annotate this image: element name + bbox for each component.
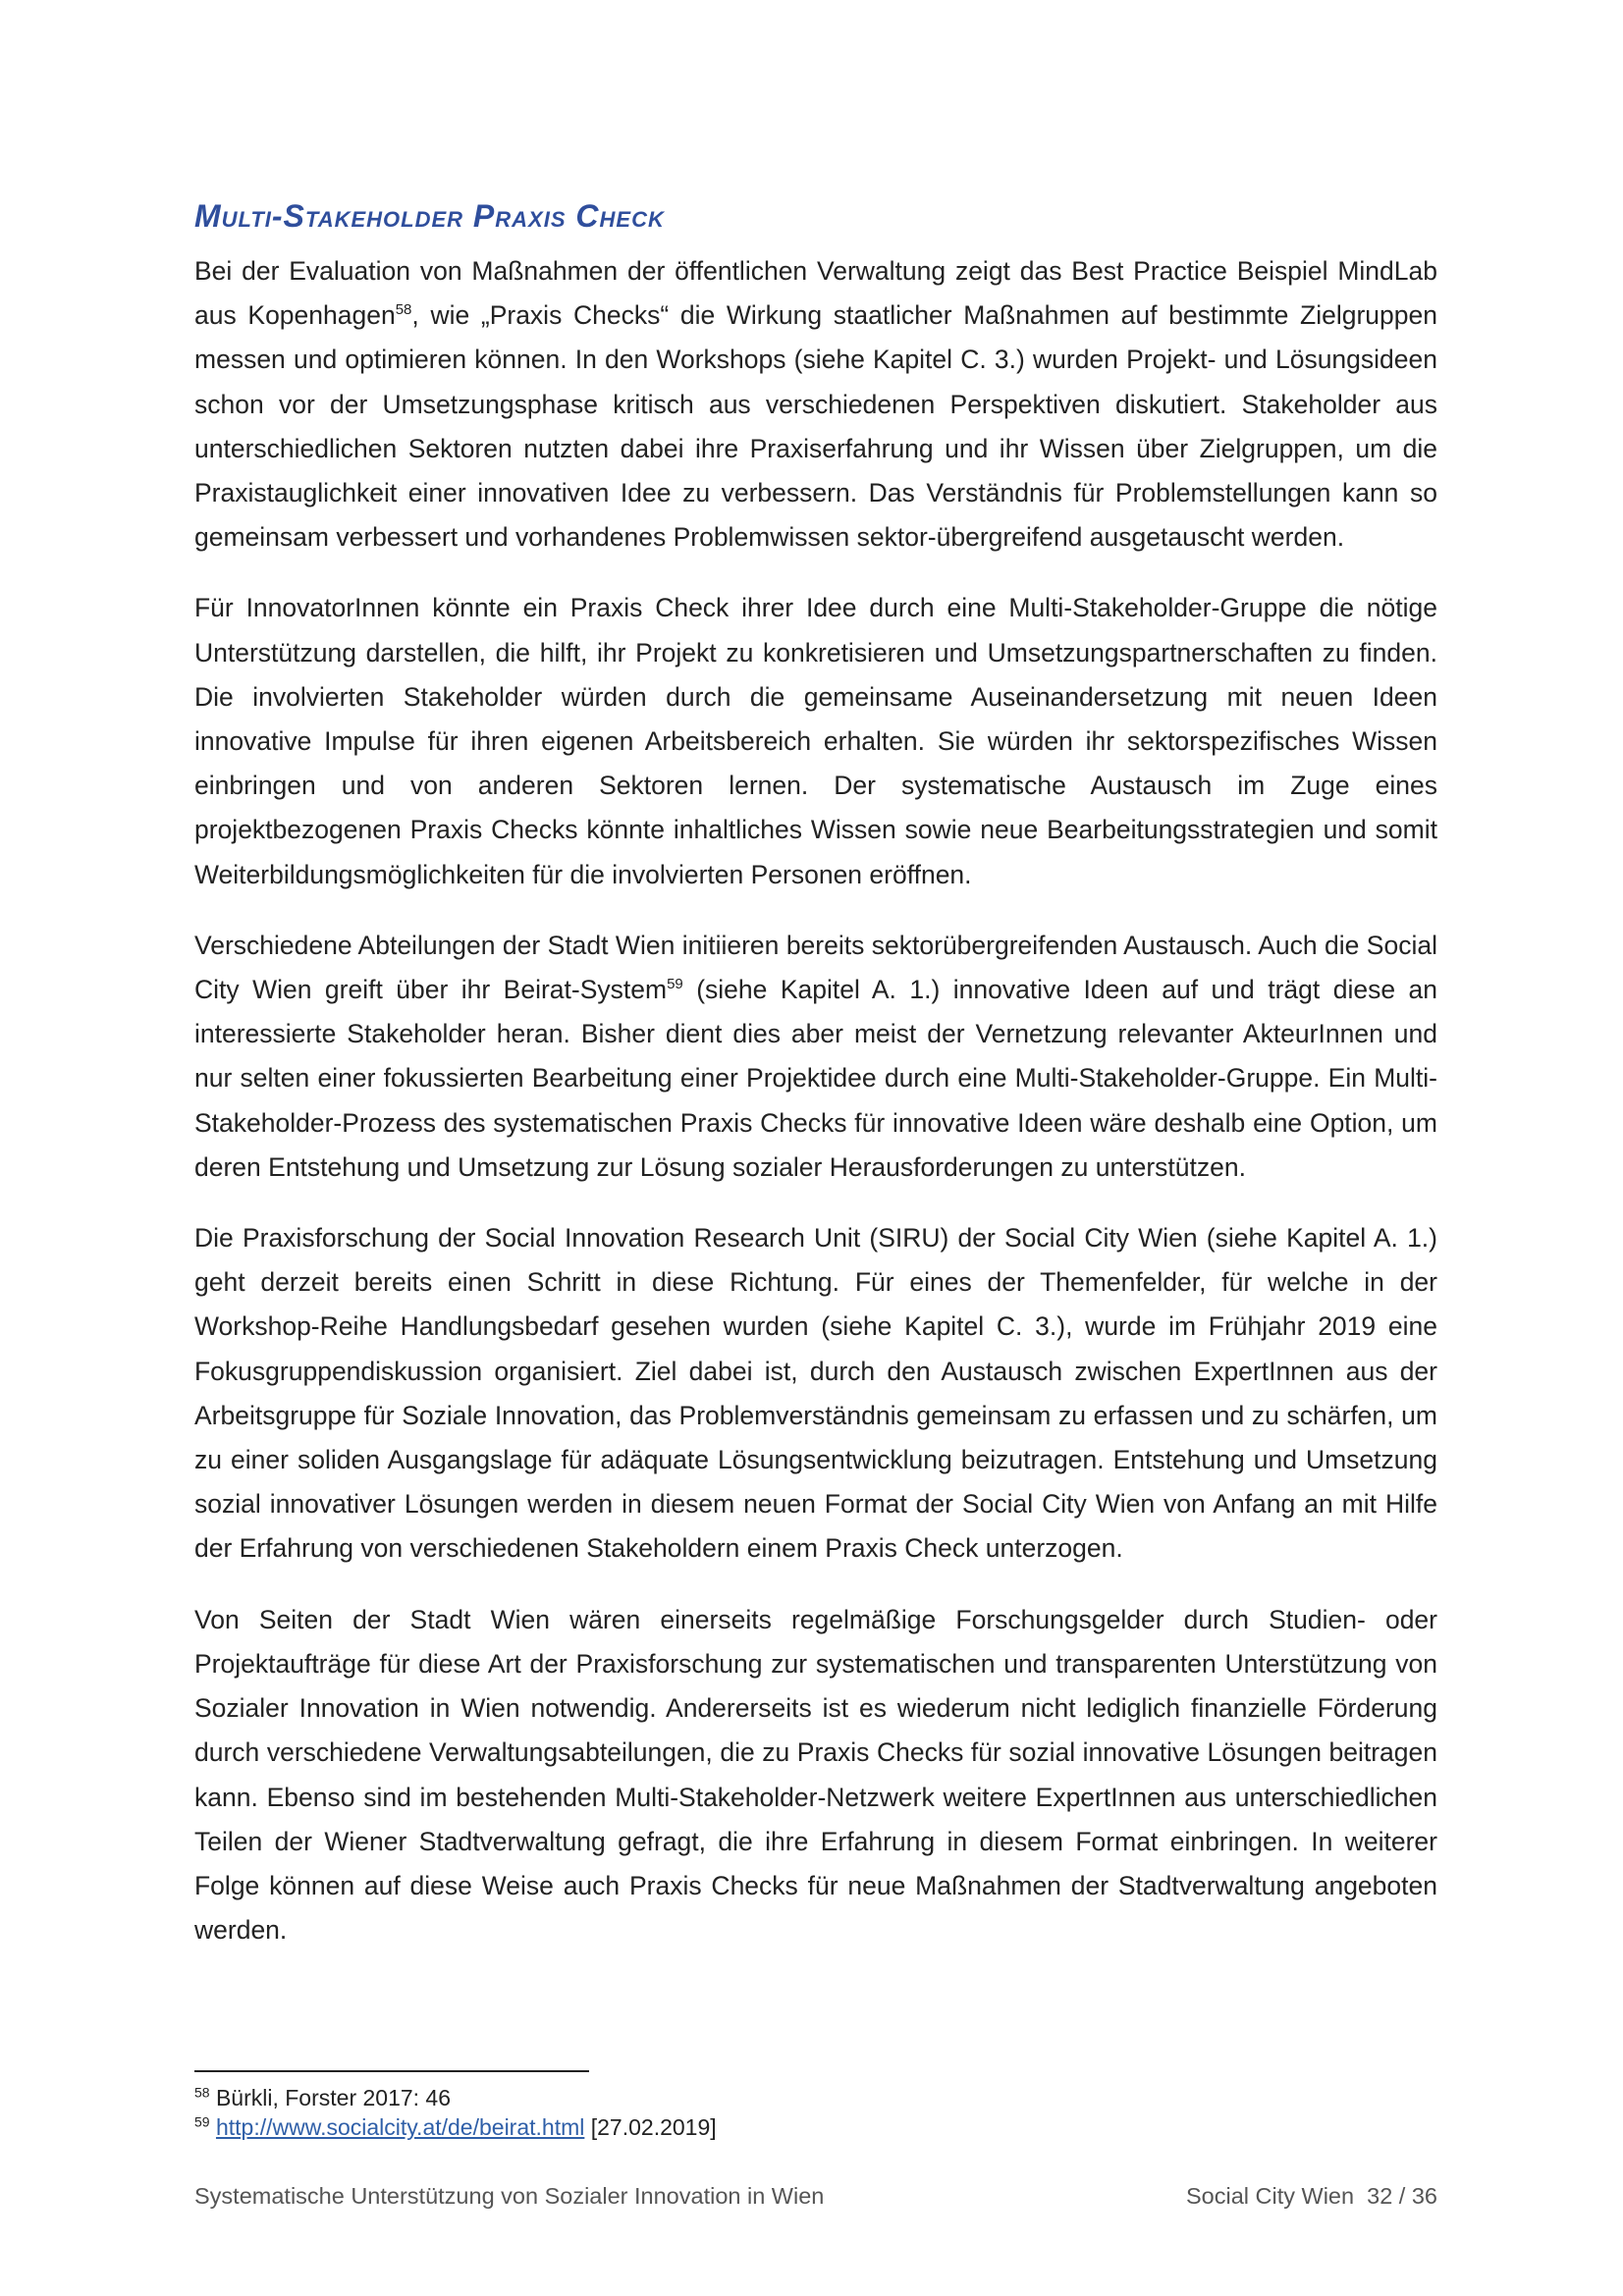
footnote-59-link[interactable]: http://www.socialcity.at/de/beirat.html [215,2114,585,2140]
paragraph-1 [194,249,1437,560]
footer-document-title: Systematische Unterstützung von Sozialer Innovation in Wien [194,2183,825,2209]
paragraph-3-text-a: Verschiedene Abteilungen der Stadt Wien initiieren bereits sektorübergreifenden Austausch. Auch die Social City Wien greift über ihr Beirat-System [194,930,1437,1005]
section-heading: Multi-Stakeholder Praxis Check [194,198,665,234]
paragraph-1-text-a: Bei der Evaluation von Maßnahmen der öffentlichen Verwaltung zeigt das Best Practice Beispiel MindLab aus Kopenhagen [194,256,1437,331]
page-footer [194,2181,1437,2211]
footnote-58-number: 58 [194,2084,210,2101]
main-content [194,192,1437,1979]
footer-right [1186,2181,1437,2211]
paragraph-1-text-b: , wie „Praxis Checks“ die Wirkung staatlicher Maßnahmen auf bestimmte Zielgruppen messen und optimieren können. In den Workshops (siehe Kapitel C. 3.) wurden Projekt- und Lösungsideen schon vor der Umsetzungsphase kritisch aus verschiedenen Perspektiven diskutiert. Stakeholder aus unterschiedlichen Sektoren nutzten dabei ihre Praxiserfahrung und ihr Wissen über Zielgruppen, um die Praxistauglichkeit einer innovativen Idee zu verbessern. Das Verständnis für Problemstellungen kann so gemeinsam verbessert und vorhandenes Problemwissen sektor-übergreifend ausgetauscht werden. [194,300,1437,553]
footnote-59-date: [27.02.2019] [584,2114,717,2140]
footnote-ref-59[interactable]: 59 [667,976,683,993]
footnotes [194,2083,1437,2142]
paragraph-3 [194,924,1437,1190]
footer-page-number: 32 / 36 [1367,2183,1437,2209]
paragraph-4: Die Praxisforschung der Social Innovation Research Unit (SIRU) der Social City Wien (siehe Kapitel A. 1.) geht derzeit bereits einen Schritt in diese Richtung. Für eines der Themenfelder, für welche in der Workshop-Reihe Handlungsbedarf gesehen wurden (siehe Kapitel C. 3.), wurde im Frühjahr 2019 eine Fokusgruppendiskussion organisiert. Ziel dabei ist, durch den Austausch zwischen ExpertInnen aus der Arbeitsgruppe für Soziale Innovation, das Problemverständnis gemeinsam zu erfassen und zu schärfen, um zu einer soliden Ausgangslage für adäquate Lösungsentwicklung beizutragen. Entstehung und Umsetzung sozial innovativer Lösungen werden in diesem neuen Format der Social City Wien von Anfang an mit Hilfe der Erfahrung von verschiedenen Stakeholdern einem Praxis Check unterzogen. [194,1223,1437,1564]
paragraph-2: Für InnovatorInnen könnte ein Praxis Check ihrer Idee durch eine Multi-Stakeholder-Gruppe die nötige Unterstützung darstellen, die hilft, ihr Projekt zu konkretisieren und Umsetzungspartnerschaften zu finden. Die involvierten Stakeholder würden durch die gemeinsame Auseinandersetzung mit neuen Ideen innovative Impulse für ihren eigenen Arbeitsbereich erhalten. Sie würden ihr sektorspezifisches Wissen einbringen und von anderen Sektoren lernen. Der systematische Austausch im Zuge eines projektbezogenen Praxis Checks könnte inhaltliches Wissen sowie neue Bearbeitungsstrategien und somit Weiterbildungsmöglichkeiten für die involvierten Personen eröffnen. [194,593,1437,889]
footnote-58-text: Bürkli, Forster 2017: 46 [209,2085,452,2110]
footnote-58 [194,2083,1437,2112]
paragraph-3-text-b: (siehe Kapitel A. 1.) innovative Ideen auf und trägt diese an interessierte Stakeholder heran. Bisher dient dies aber meist der Vernetzung relevanter AkteurInnen und nur selten einer fokussierten Bearbeitung einer Projektidee durch eine Multi-Stakeholder-Gruppe. Ein Multi-Stakeholder-Prozess des systematischen Praxis Checks für innovative Ideen wäre deshalb eine Option, um deren Entstehung und Umsetzung zur Lösung sozialer Herausforderungen zu unterstützen. [194,975,1437,1182]
footer-organization: Social City Wien [1185,2183,1355,2209]
footnote-divider [194,2070,589,2072]
paragraph-5: Von Seiten der Stadt Wien wären einerseits regelmäßige Forschungsgelder durch Studien- oder Projektaufträge für diese Art der Praxisforschung zur systematischen und transparenten Unterstützung von Sozialer Innovation in Wien notwendig. Andererseits ist es wiederum nicht lediglich finanzielle Förderung durch verschiedene Verwaltungsabteilungen, die zu Praxis Checks für sozial innovative Lösungen beitragen kann. Ebenso sind im bestehenden Multi-Stakeholder-Netzwerk weitere ExpertInnen aus unterschiedlichen Teilen der Wiener Stadtverwaltung gefragt, die ihre Erfahrung in diesem Format einbringen. In weiterer Folge können auf diese Weise auch Praxis Checks für neue Maßnahmen der Stadtverwaltung angeboten werden. [194,1604,1437,1946]
footnote-ref-58[interactable]: 58 [395,301,412,319]
footnote-59-number: 59 [194,2113,210,2130]
footnote-59 [194,2112,1437,2142]
